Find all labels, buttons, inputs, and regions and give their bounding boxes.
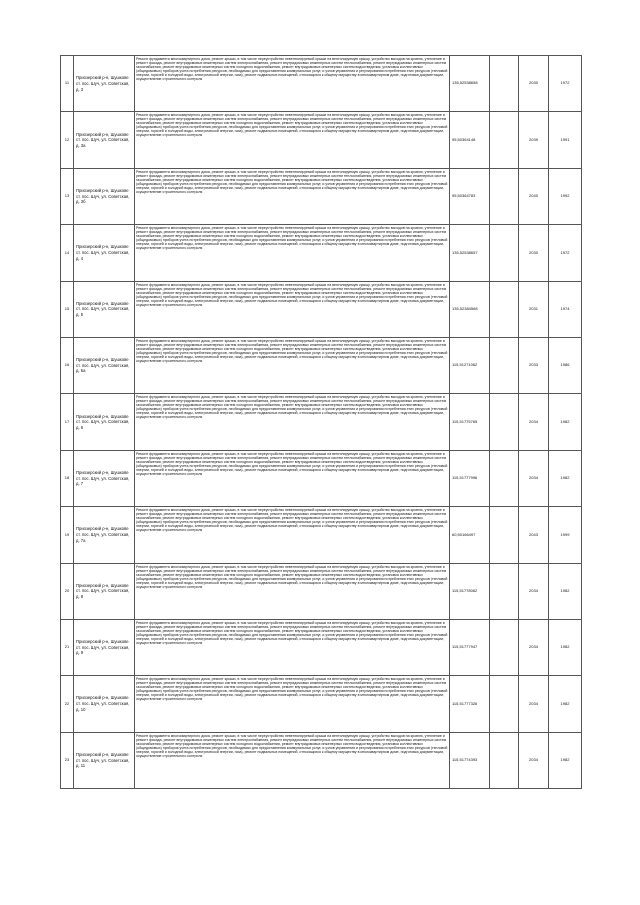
row-value: 95,50364783: [450, 168, 490, 224]
row-planned-year: 2034: [519, 450, 549, 506]
row-address: Приозерский р-н, Шушкове ст. пос. Шуч, ул. Советская, д. 10: [74, 676, 135, 732]
table-row: [61, 563, 582, 619]
row-works-description: Ремонт фундамента многоквартирного дома, ремонт крыши, в том числе переустройство невентилируемой крыши на вентилируемую крышу, устройство выходов на кровлю, утепление и ремонт фасада, ремонт внутридомовых инженерных систем электроснабжения, ремонт внутридомовых инженерных систем теплоснабжения, ремонт внутридомовых инженерных систем газоснабжения, ремонт внутридомовых инженерных систем холодного водоснабжения, ремонт внутридомовых инженерных систем водоотведения, установка коллективных (общедомовых) приборов учета потребления ресурсов, необходимых для предоставления коммунальных услуг, и узлов управления и регулирования потребления этих ресурсов (тепловой энергии, горячей и холодной воды, электрической энергии, газа), ремонт подвальных помещений, относящихся к общему имуществу в многоквартирном доме, подготовка документации, осуществление строительного контроля: [135, 168, 450, 224]
row-planned-year: 2030: [519, 56, 549, 112]
table-row: [61, 56, 582, 112]
table-row: [61, 732, 582, 788]
row-built-year: 1986: [549, 337, 582, 393]
row-empty-cell: [490, 394, 519, 450]
row-works-description: Ремонт фундамента многоквартирного дома, ремонт крыши, в том числе переустройство невентилируемой крыши на вентилируемую крышу, устройство выходов на кровлю, утепление и ремонт фасада, ремонт внутридомовых инженерных систем электроснабжения, ремонт внутридомовых инженерных систем теплоснабжения, ремонт внутридомовых инженерных систем газоснабжения, ремонт внутридомовых инженерных систем холодного водоснабжения, ремонт внутридомовых инженерных систем водоотведения, установка коллективных (общедомовых) приборов учета потребления ресурсов, необходимых для предоставления коммунальных услуг, и узлов управления и регулирования потребления этих ресурсов (тепловой энергии, горячей и холодной воды, электрической энергии, газа), ремонт подвальных помещений, относящихся к общему имуществу в многоквартирном доме, подготовка документации, осуществление строительного контроля: [135, 225, 450, 281]
row-number: 14: [61, 225, 74, 281]
row-address: Приозерский р-н, Шушкове ст. пос. Шуч, ул. Советская, д. 3б: [74, 168, 135, 224]
row-planned-year: 2034: [519, 732, 549, 788]
row-address: Приозерский р-н, Шушкове ст. пос. Шуч, ул. Советская, д. 8: [74, 563, 135, 619]
row-value: 115,51777326: [450, 676, 490, 732]
row-built-year: 1982: [549, 732, 582, 788]
table-row: [61, 225, 582, 281]
row-address: Приозерский р-н, Шушкове ст. пос. Шуч, ул. Советская, д. 5а: [74, 337, 135, 393]
table-row: [61, 112, 582, 168]
row-number: 18: [61, 450, 74, 506]
row-address: Приозерский р-н, Шушкове ст. пос. Шуч, ул. Советская, д. 11: [74, 732, 135, 788]
row-planned-year: 2034: [519, 619, 549, 675]
row-built-year: 1972: [549, 225, 582, 281]
row-value: 115,51271062: [450, 337, 490, 393]
row-planned-year: 2043: [519, 507, 549, 563]
row-number: 15: [61, 281, 74, 337]
row-address: Приозерский р-н, Шушкове ст. пос. Шуч, ул. Советская, д. 5: [74, 281, 135, 337]
row-planned-year: 2031: [519, 281, 549, 337]
row-value: 95,50364148: [450, 112, 490, 168]
row-address: Приозерский р-н, Шушкове ст. пос. Шуч, ул. Советская, д. 4: [74, 225, 135, 281]
row-built-year: 1982: [549, 619, 582, 675]
row-planned-year: 2034: [519, 676, 549, 732]
row-value: 135,52538657: [450, 225, 490, 281]
document-page: [60, 55, 581, 789]
row-built-year: 1991: [549, 112, 582, 168]
table-row: [61, 168, 582, 224]
row-value: 115,51777947: [450, 619, 490, 675]
row-empty-cell: [490, 450, 519, 506]
row-works-description: Ремонт фундамента многоквартирного дома, ремонт крыши, в том числе переустройство невентилируемой крыши на вентилируемую крышу, устройство выходов на кровлю, утепление и ремонт фасада, ремонт внутридомовых инженерных систем электроснабжения, ремонт внутридомовых инженерных систем теплоснабжения, ремонт внутридомовых инженерных систем газоснабжения, ремонт внутридомовых инженерных систем холодного водоснабжения, ремонт внутридомовых инженерных систем водоотведения, установка коллективных (общедомовых) приборов учета потребления ресурсов, необходимых для предоставления коммунальных услуг, и узлов управления и регулирования потребления этих ресурсов (тепловой энергии, горячей и холодной воды, электрической энергии, газа), ремонт подвальных помещений, относящихся к общему имуществу в многоквартирном доме, подготовка документации, осуществление строительного контроля: [135, 112, 450, 168]
row-empty-cell: [490, 168, 519, 224]
row-planned-year: 2039: [519, 112, 549, 168]
row-empty-cell: [490, 112, 519, 168]
row-planned-year: 2040: [519, 168, 549, 224]
row-number: 20: [61, 563, 74, 619]
table-row: [61, 394, 582, 450]
row-empty-cell: [490, 507, 519, 563]
row-value: 115,51774393: [450, 732, 490, 788]
row-built-year: 1982: [549, 563, 582, 619]
table-row: [61, 281, 582, 337]
row-empty-cell: [490, 732, 519, 788]
row-address: Приозерский р-н, Шушкове ст. пос. Шуч, ул. Советская, д. 9: [74, 619, 135, 675]
row-planned-year: 2033: [519, 337, 549, 393]
row-address: Приозерский р-н, Шушкове ст. пос. Шуч, ул. Советская, д. 7а: [74, 507, 135, 563]
row-number: 12: [61, 112, 74, 168]
row-number: 22: [61, 676, 74, 732]
table-row: [61, 676, 582, 732]
row-built-year: 1982: [549, 450, 582, 506]
row-built-year: 1974: [549, 281, 582, 337]
row-value: 60,50166497: [450, 507, 490, 563]
row-planned-year: 2030: [519, 225, 549, 281]
row-value: 115,51777996: [450, 450, 490, 506]
row-value: 135,52538658: [450, 56, 490, 112]
row-number: 16: [61, 337, 74, 393]
row-planned-year: 2034: [519, 563, 549, 619]
row-empty-cell: [490, 563, 519, 619]
row-empty-cell: [490, 619, 519, 675]
row-built-year: 1982: [549, 676, 582, 732]
row-empty-cell: [490, 676, 519, 732]
row-empty-cell: [490, 337, 519, 393]
row-value: 115,51778062: [450, 563, 490, 619]
row-works-description: Ремонт фундамента многоквартирного дома, ремонт крыши, в том числе переустройство невентилируемой крыши на вентилируемую крышу, устройство выходов на кровлю, утепление и ремонт фасада, ремонт внутридомовых инженерных систем электроснабжения, ремонт внутридомовых инженерных систем теплоснабжения, ремонт внутридомовых инженерных систем газоснабжения, ремонт внутридомовых инженерных систем холодного водоснабжения, ремонт внутридомовых инженерных систем водоотведения, установка коллективных (общедомовых) приборов учета потребления ресурсов, необходимых для предоставления коммунальных услуг, и узлов управления и регулирования потребления этих ресурсов (тепловой энергии, горячей и холодной воды, электрической энергии, газа), ремонт подвальных помещений, относящихся к общему имуществу в многоквартирном доме, подготовка документации, осуществление строительного контроля: [135, 450, 450, 506]
row-value: 135,52384568: [450, 281, 490, 337]
row-number: 21: [61, 619, 74, 675]
row-works-description: Ремонт фундамента многоквартирного дома, ремонт крыши, в том числе переустройство невентилируемой крыши на вентилируемую крышу, устройство выходов на кровлю, утепление и ремонт фасада, ремонт внутридомовых инженерных систем электроснабжения, ремонт внутридомовых инженерных систем теплоснабжения, ремонт внутридомовых инженерных систем газоснабжения, ремонт внутридомовых инженерных систем холодного водоснабжения, ремонт внутридомовых инженерных систем водоотведения, установка коллективных (общедомовых) приборов учета потребления ресурсов, необходимых для предоставления коммунальных услуг, и узлов управления и регулирования потребления этих ресурсов (тепловой энергии, горячей и холодной воды, электрической энергии, газа), ремонт подвальных помещений, относящихся к общему имуществу в многоквартирном доме, подготовка документации, осуществление строительного контроля: [135, 281, 450, 337]
row-empty-cell: [490, 281, 519, 337]
row-value: 115,51775765: [450, 394, 490, 450]
row-built-year: 1982: [549, 394, 582, 450]
row-built-year: 1992: [549, 168, 582, 224]
row-address: Приозерский р-н, Шушкове ст. пос. Шуч, ул. Советская, д. 7: [74, 450, 135, 506]
row-address: Приозерский р-н, Шушкове ст. пос. Шуч, ул. Советская, д. 3: [74, 56, 135, 112]
row-works-description: Ремонт фундамента многоквартирного дома, ремонт крыши, в том числе переустройство невентилируемой крыши на вентилируемую крышу, устройство выходов на кровлю, утепление и ремонт фасада, ремонт внутридомовых инженерных систем электроснабжения, ремонт внутридомовых инженерных систем теплоснабжения, ремонт внутридомовых инженерных систем газоснабжения, ремонт внутридомовых инженерных систем холодного водоснабжения, ремонт внутридомовых инженерных систем водоотведения, установка коллективных (общедомовых) приборов учета потребления ресурсов, необходимых для предоставления коммунальных услуг, и узлов управления и регулирования потребления этих ресурсов (тепловой энергии, горячей и холодной воды, электрической энергии, газа), ремонт подвальных помещений, относящихся к общему имуществу в многоквартирном доме, подготовка документации, осуществление строительного контроля: [135, 56, 450, 112]
table-row: [61, 619, 582, 675]
row-empty-cell: [490, 225, 519, 281]
row-number: 17: [61, 394, 74, 450]
table-body: [61, 56, 582, 789]
table-row: [61, 507, 582, 563]
row-number: 11: [61, 56, 74, 112]
row-built-year: 1999: [549, 507, 582, 563]
capital-repair-table: [60, 55, 582, 789]
row-works-description: Ремонт фундамента многоквартирного дома, ремонт крыши, в том числе переустройство невентилируемой крыши на вентилируемую крышу, устройство выходов на кровлю, утепление и ремонт фасада, ремонт внутридомовых инженерных систем электроснабжения, ремонт внутридомовых инженерных систем теплоснабжения, ремонт внутридомовых инженерных систем газоснабжения, ремонт внутридомовых инженерных систем холодного водоснабжения, ремонт внутридомовых инженерных систем водоотведения, установка коллективных (общедомовых) приборов учета потребления ресурсов, необходимых для предоставления коммунальных услуг, и узлов управления и регулирования потребления этих ресурсов (тепловой энергии, горячей и холодной воды, электрической энергии, газа), ремонт подвальных помещений, относящихся к общему имуществу в многоквартирном доме, подготовка документации, осуществление строительного контроля: [135, 619, 450, 675]
row-built-year: 1972: [549, 56, 582, 112]
row-works-description: Ремонт фундамента многоквартирного дома, ремонт крыши, в том числе переустройство невентилируемой крыши на вентилируемую крышу, устройство выходов на кровлю, утепление и ремонт фасада, ремонт внутридомовых инженерных систем электроснабжения, ремонт внутридомовых инженерных систем теплоснабжения, ремонт внутридомовых инженерных систем газоснабжения, ремонт внутридомовых инженерных систем холодного водоснабжения, ремонт внутридомовых инженерных систем водоотведения, установка коллективных (общедомовых) приборов учета потребления ресурсов, необходимых для предоставления коммунальных услуг, и узлов управления и регулирования потребления этих ресурсов (тепловой энергии, горячей и холодной воды, электрической энергии, газа), ремонт подвальных помещений, относящихся к общему имуществу в многоквартирном доме, подготовка документации, осуществление строительного контроля: [135, 732, 450, 788]
row-works-description: Ремонт фундамента многоквартирного дома, ремонт крыши, в том числе переустройство невентилируемой крыши на вентилируемую крышу, устройство выходов на кровлю, утепление и ремонт фасада, ремонт внутридомовых инженерных систем электроснабжения, ремонт внутридомовых инженерных систем теплоснабжения, ремонт внутридомовых инженерных систем газоснабжения, ремонт внутридомовых инженерных систем холодного водоснабжения, ремонт внутридомовых инженерных систем водоотведения, установка коллективных (общедомовых) приборов учета потребления ресурсов, необходимых для предоставления коммунальных услуг, и узлов управления и регулирования потребления этих ресурсов (тепловой энергии, горячей и холодной воды, электрической энергии, газа), ремонт подвальных помещений, относящихся к общему имуществу в многоквартирном доме, подготовка документации, осуществление строительного контроля: [135, 394, 450, 450]
table-row: [61, 450, 582, 506]
row-planned-year: 2034: [519, 394, 549, 450]
row-address: Приозерский р-н, Шушкове ст. пос. Шуч, ул. Советская, д. 6: [74, 394, 135, 450]
row-empty-cell: [490, 56, 519, 112]
row-number: 19: [61, 507, 74, 563]
row-works-description: Ремонт фундамента многоквартирного дома, ремонт крыши, в том числе переустройство невентилируемой крыши на вентилируемую крышу, устройство выходов на кровлю, утепление и ремонт фасада, ремонт внутридомовых инженерных систем электроснабжения, ремонт внутридомовых инженерных систем теплоснабжения, ремонт внутридомовых инженерных систем газоснабжения, ремонт внутридомовых инженерных систем холодного водоснабжения, ремонт внутридомовых инженерных систем водоотведения, установка коллективных (общедомовых) приборов учета потребления ресурсов, необходимых для предоставления коммунальных услуг, и узлов управления и регулирования потребления этих ресурсов (тепловой энергии, горячей и холодной воды, электрической энергии, газа), ремонт подвальных помещений, относящихся к общему имуществу в многоквартирном доме, подготовка документации, осуществление строительного контроля: [135, 676, 450, 732]
row-number: 13: [61, 168, 74, 224]
row-works-description: Ремонт фундамента многоквартирного дома, ремонт крыши, в том числе переустройство невентилируемой крыши на вентилируемую крышу, устройство выходов на кровлю, утепление и ремонт фасада, ремонт внутридомовых инженерных систем электроснабжения, ремонт внутридомовых инженерных систем теплоснабжения, ремонт внутридомовых инженерных систем газоснабжения, ремонт внутридомовых инженерных систем холодного водоснабжения, ремонт внутридомовых инженерных систем водоотведения, установка коллективных (общедомовых) приборов учета потребления ресурсов, необходимых для предоставления коммунальных услуг, и узлов управления и регулирования потребления этих ресурсов (тепловой энергии, горячей и холодной воды, электрической энергии, газа), ремонт подвальных помещений, относящихся к общему имуществу в многоквартирном доме, подготовка документации, осуществление строительного контроля: [135, 563, 450, 619]
table-row: [61, 337, 582, 393]
row-number: 23: [61, 732, 74, 788]
row-works-description: Ремонт фундамента многоквартирного дома, ремонт крыши, в том числе переустройство невентилируемой крыши на вентилируемую крышу, устройство выходов на кровлю, утепление и ремонт фасада, ремонт внутридомовых инженерных систем электроснабжения, ремонт внутридомовых инженерных систем теплоснабжения, ремонт внутридомовых инженерных систем газоснабжения, ремонт внутридомовых инженерных систем холодного водоснабжения, ремонт внутридомовых инженерных систем водоотведения, установка коллективных (общедомовых) приборов учета потребления ресурсов, необходимых для предоставления коммунальных услуг, и узлов управления и регулирования потребления этих ресурсов (тепловой энергии, горячей и холодной воды, электрической энергии, газа), ремонт подвальных помещений, относящихся к общему имуществу в многоквартирном доме, подготовка документации, осуществление строительного контроля: [135, 337, 450, 393]
row-address: Приозерский р-н, Шушкове ст. пос. Шуч, ул. Советская, д. 3а: [74, 112, 135, 168]
row-works-description: Ремонт фундамента многоквартирного дома, ремонт крыши, в том числе переустройство невентилируемой крыши на вентилируемую крышу, устройство выходов на кровлю, утепление и ремонт фасада, ремонт внутридомовых инженерных систем электроснабжения, ремонт внутридомовых инженерных систем теплоснабжения, ремонт внутридомовых инженерных систем газоснабжения, ремонт внутридомовых инженерных систем холодного водоснабжения, ремонт внутридомовых инженерных систем водоотведения, установка коллективных (общедомовых) приборов учета потребления ресурсов, необходимых для предоставления коммунальных услуг, и узлов управления и регулирования потребления этих ресурсов (тепловой энергии, горячей и холодной воды, электрической энергии, газа), ремонт подвальных помещений, относящихся к общему имуществу в многоквартирном доме, подготовка документации, осуществление строительного контроля: [135, 507, 450, 563]
